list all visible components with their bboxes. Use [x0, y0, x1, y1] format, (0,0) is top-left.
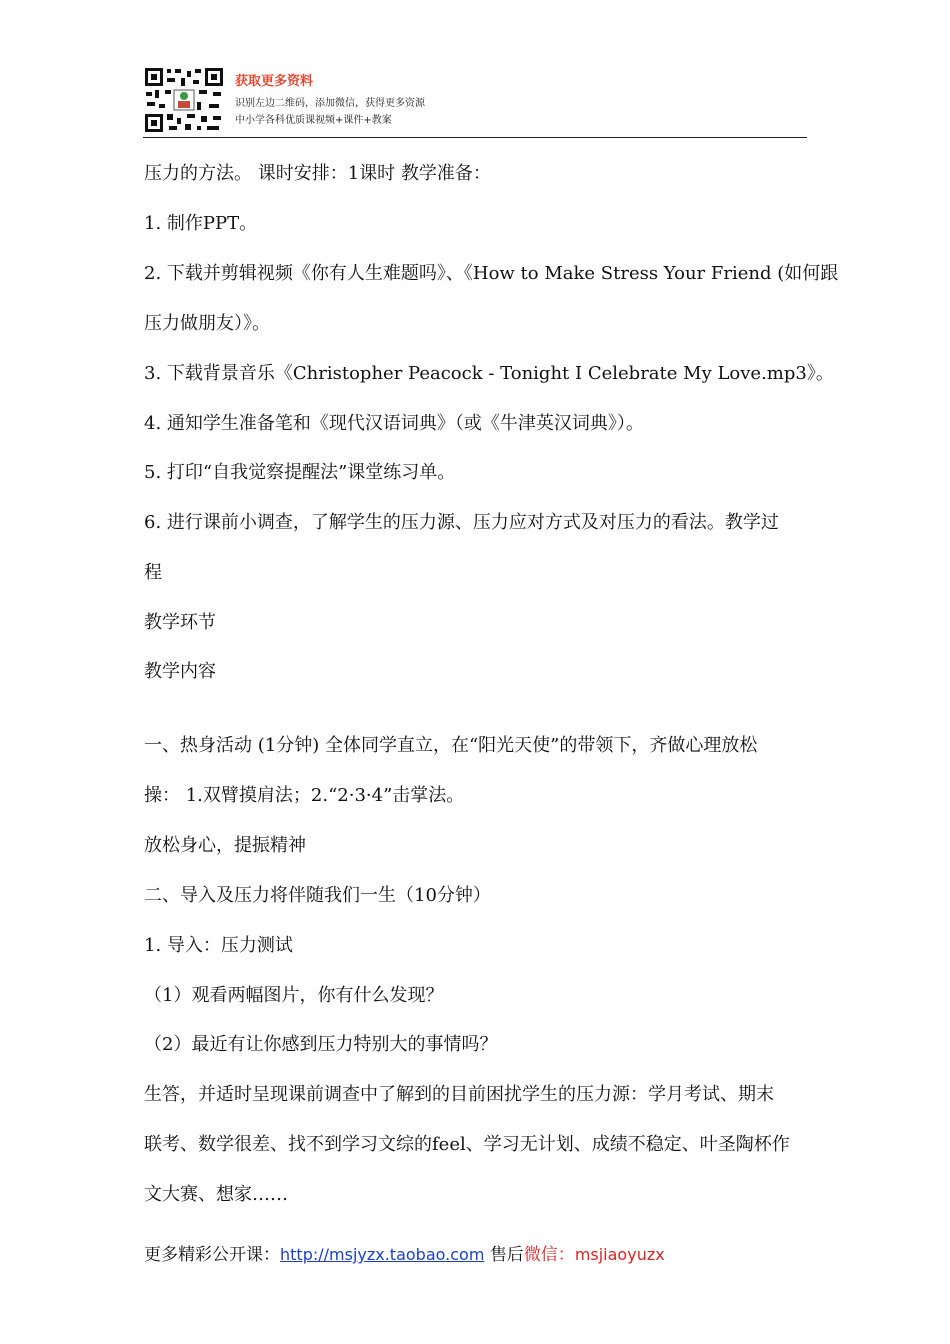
footer	[144, 1240, 665, 1265]
footer-url-link[interactable]: http://msjyzx.taobao.com	[280, 1245, 485, 1264]
text-line: 5. 打印“自我觉察提醒法”课堂练习单。	[144, 462, 456, 483]
header-subtitle-2: 中小学各科优质课视频+课件+教案	[235, 115, 392, 126]
header-title: 获取更多资料	[235, 74, 314, 89]
text-line: 操： 1.双臂摸肩法；2.“2·3·4”击掌法。	[144, 785, 465, 806]
header-text	[235, 70, 425, 129]
text-line: 3. 下载背景音乐《Christopher Peacock - Tonight I Celebrate My Love.mp3》。	[144, 363, 834, 384]
header-banner	[143, 64, 807, 138]
text-line: 2. 下载并剪辑视频《你有人生难题吗》、《How to Make Stress Your Friend (如何跟	[144, 263, 839, 284]
text-line: 二、导入及压力将伴随我们一生（10分钟）	[144, 885, 491, 906]
footer-prefix: 更多精彩公开课：	[144, 1245, 280, 1265]
text-line: 文大赛、想家……	[144, 1184, 288, 1205]
footer-wechat-label: 微信：	[523, 1245, 575, 1265]
text-line: 程	[144, 562, 162, 583]
qr-code-icon	[143, 66, 225, 134]
footer-wechat-id: msjiaoyuzx	[574, 1245, 665, 1264]
text-line: （1）观看两幅图片，你有什么发现？	[144, 985, 444, 1006]
text-line: 教学内容	[144, 661, 216, 682]
header-subtitle-1: 识别左边二维码，添加微信，获得更多资源	[235, 98, 425, 109]
text-line: 压力的方法。 课时安排：1课时 教学准备：	[144, 163, 491, 184]
text-line: 压力做朋友）》。	[144, 313, 270, 334]
text-line: 生答，并适时呈现课前调查中了解到的目前困扰学生的压力源：学月考试、期末	[144, 1084, 774, 1105]
text-line: 一、热身活动 (1分钟) 全体同学直立，在“阳光天使”的带领下，齐做心理放松	[144, 735, 758, 756]
text-line: （2）最近有让你感到压力特别大的事情吗？	[144, 1034, 498, 1055]
footer-after: 售后	[489, 1245, 524, 1265]
text-line: 联考、数学很差、找不到学习文综的feel、学习无计划、成绩不稳定、叶圣陶杯作	[144, 1134, 790, 1155]
text-line: 4. 通知学生准备笔和《现代汉语词典》（或《牛津英汉词典》）。	[144, 413, 644, 434]
text-line: 6. 进行课前小调查，了解学生的压力源、压力应对方式及对压力的看法。教学过	[144, 512, 779, 533]
text-line: 教学环节	[144, 612, 216, 633]
text-line: 1. 制作PPT。	[144, 213, 258, 234]
text-line: 1. 导入：压力测试	[144, 935, 293, 956]
text-line: 放松身心，提振精神	[144, 835, 306, 856]
